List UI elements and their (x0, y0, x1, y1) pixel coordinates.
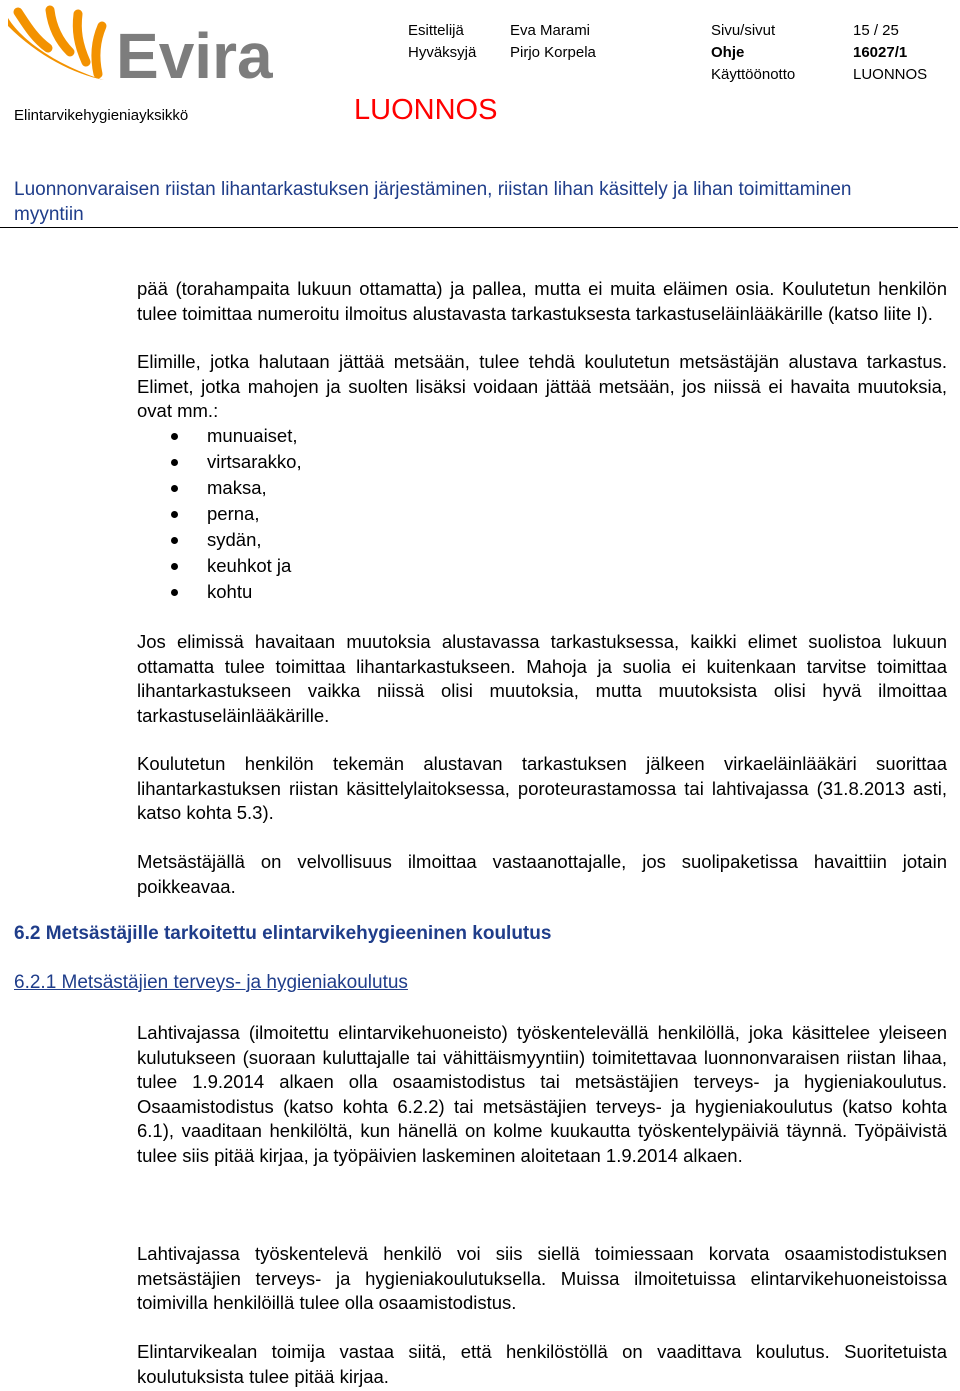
doc-type-label: Ohje (711, 44, 745, 61)
bullet-icon (171, 485, 178, 492)
paragraph-3: Jos elimissä havaitaan muutoksia alustavassa tarkastuksessa, kaikki elimet suolistoa lukuun ottamatta tulee toimittaa lihantarkastukseen. Mahoja ja suolia ei kuitenkaan tarvitse toimittaa lihantarkastukseen vaikka niissä olisi muutoksia, mutta muutoksista olisi hyvä ilmoittaa tarkastuseläinlääkärille. (137, 631, 947, 726)
adoption-label: Käyttöönotto (711, 66, 796, 83)
adoption-value: LUONNOS (853, 66, 928, 83)
page-value: 15 / 25 (853, 22, 899, 39)
subsection-heading-6-2-1: 6.2.1 Metsästäjien terveys- ja hygieniakoulutus (14, 972, 408, 993)
bullet-icon (171, 563, 178, 570)
header-divider (0, 227, 958, 228)
paragraph-2: Elimille, jotka halutaan jättää metsään, tulee tehdä koulutetun metsästäjän alustava tarkastus. Elimet, jotka mahojen ja suolten lisäksi voidaan jättää metsään, jos niissä ei havaita muutoksia, ovat mm.: (137, 351, 947, 421)
page-label: Sivu/sivut (711, 22, 776, 39)
paragraph-3-block (137, 630, 947, 728)
paragraph-4: Koulutetun henkilön tekemän alustavan tarkastuksen jälkeen virkaeläinlääkäri suorittaa lihantarkastuksen riistan käsittelylaitoksessa, poroteurastamossa tai lahtivajassa (31.8.2013 asti, katso kohta 5.3). (137, 753, 947, 823)
bullet-icon (171, 459, 178, 466)
organ-list (137, 423, 302, 605)
paragraph-8: Elintarvikealan toimija vastaa siitä, että henkilöstöllä on vaadittava koulutus. Suoritetuista koulutuksista tulee pitää kirjaa. (137, 1341, 947, 1387)
bullet-icon (171, 537, 178, 544)
paragraph-7-block (137, 1242, 947, 1316)
list-item: maksa, (137, 475, 302, 501)
document-title: Luonnonvaraisen riistan lihantarkastuksen järjestäminen, riistan lihan käsittely ja lihan toimittaminen myyntiin (14, 179, 852, 225)
paragraph-8-block (137, 1340, 947, 1389)
paragraph-6: Lahtivajassa (ilmoitettu elintarvikehuoneisto) työskentelevällä henkilöllä, joka käsittelee yleiseen kulutukseen (suoraan kuluttajalle tai vähittäismyyntiin) toimitettavaa luonnonvaraisen riistan lihaa, tulee 1.9.2014 alkaen olla osaamistodistus tai metsästäjien terveys- ja hygieniakoulutus. Osaamistodistus (katso kohta 6.2.2) tai metsästäjien terveys- ja hygieniakoulutus (katso kohta 6.1), vaaditaan henkilöltä, kun hänellä on kolme kuukautta työskentelypäiviä täynnä. Työpäivistä tulee siis pitää kirjaa, ja työpäivien laskeminen aloitetaan 1.9.2014 alkaen. (137, 1022, 947, 1166)
approver-name: Pirjo Korpela (510, 44, 596, 61)
logo-text: Evira (116, 20, 273, 92)
paragraph-1-block (137, 277, 947, 326)
paragraph-5: Metsästäjällä on velvollisuus ilmoittaa vastaanottajalle, jos suolipaketissa havaittiin jotain poikkeavaa. (137, 851, 947, 897)
evira-logo (4, 4, 273, 92)
bullet-icon (171, 433, 178, 440)
paragraph-1: pää (torahampaita lukuun ottamatta) ja pallea, mutta ei muita eläimen osia. Koulutetun henkilön tulee toimittaa numeroitu ilmoitus alustavasta tarkastuksesta tarkastuseläinlääkärille (katso liite I). (137, 278, 947, 324)
evira-logo-mark (4, 4, 273, 92)
bullet-icon (171, 511, 178, 518)
list-item: kohtu (137, 579, 302, 605)
paragraph-2-block (137, 350, 947, 424)
list-item: perna, (137, 501, 302, 527)
doc-number: 16027/1 (853, 44, 908, 61)
section-heading-6-2: 6.2 Metsästäjille tarkoitettu elintarvikehygieeninen koulutus (14, 923, 552, 944)
paragraph-4-block (137, 752, 947, 826)
unit-name: Elintarvikehygieniayksikkö (14, 107, 189, 124)
list-item: munuaiset, (137, 423, 302, 449)
paragraph-7: Lahtivajassa työskentelevä henkilö voi siis siellä toimiessaan korvata osaamistodistuksen metsästäjien terveys- ja hygieniakoulutuksella. Muissa ilmoitetuissa elintarvikehuoneistoissa toimivilla henkilöillä tulee olla osaamistodistus. (137, 1243, 947, 1313)
presenter-label: Esittelijä (408, 22, 464, 39)
presenter-name: Eva Marami (510, 22, 591, 39)
list-item: sydän, (137, 527, 302, 553)
paragraph-6-block (137, 1021, 947, 1168)
list-item: keuhkot ja (137, 553, 302, 579)
list-item: virtsarakko, (137, 449, 302, 475)
draft-watermark-label: LUONNOS (354, 94, 498, 126)
approver-label: Hyväksyjä (408, 44, 477, 61)
bullet-icon (171, 589, 178, 596)
paragraph-5-block (137, 850, 947, 899)
